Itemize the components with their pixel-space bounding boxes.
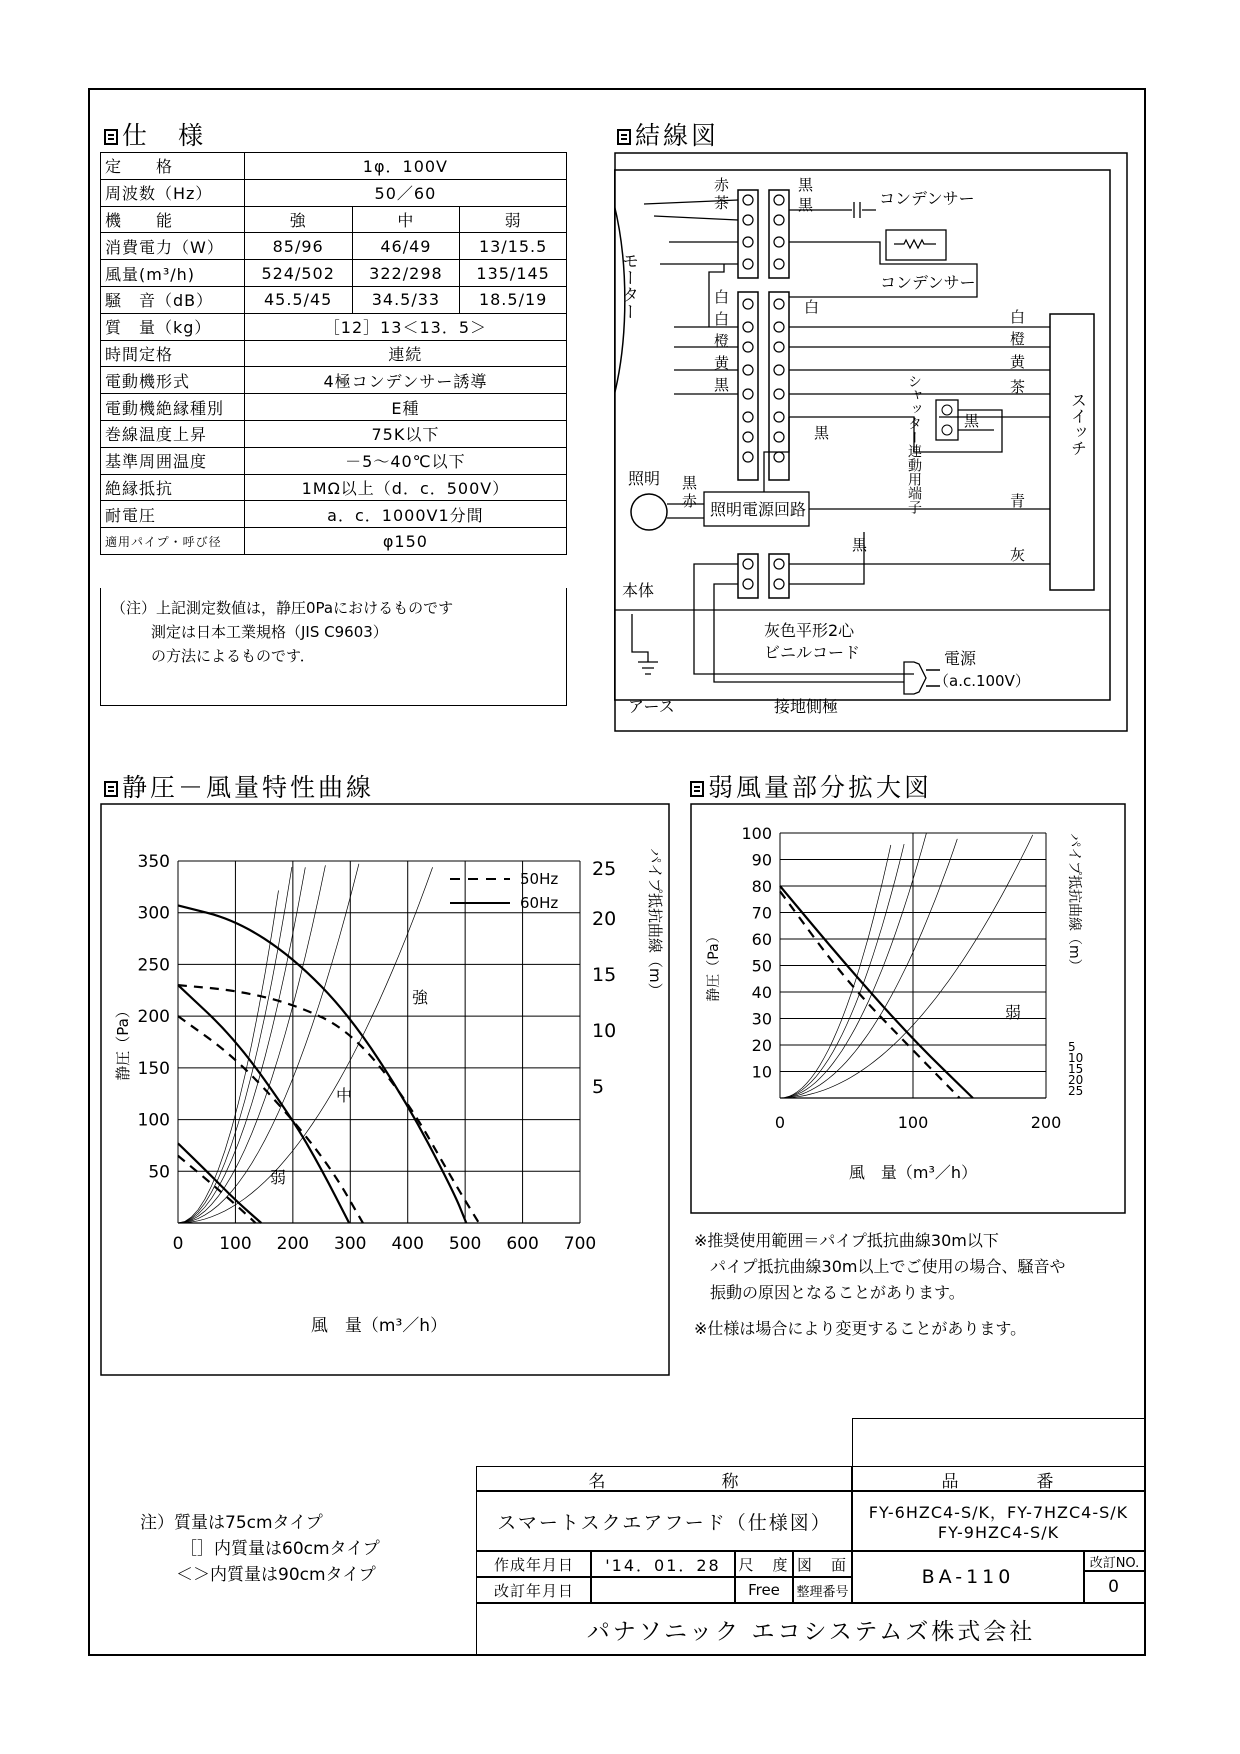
y-tick-label: 200: [137, 1007, 170, 1028]
wire-color-label: 青: [1010, 492, 1026, 510]
terminal-screw: [774, 322, 784, 332]
y-tick-label: 150: [137, 1058, 170, 1079]
revised-value: [590, 1576, 736, 1604]
terminal-block-upper: [738, 190, 789, 278]
wiring-diagram: [614, 152, 1128, 732]
terminal-screw: [774, 342, 784, 352]
revision-label: 改訂NO.: [1083, 1550, 1146, 1572]
x-tick-label: 200: [1030, 1113, 1062, 1132]
section-marker-icon: [104, 129, 118, 145]
wire-color-label: 赤: [714, 176, 730, 194]
terminal-screw: [743, 299, 753, 309]
wire-color-label: 橙: [1010, 330, 1026, 348]
usage-note-2: パイプ抵抗曲線30m以上でご使用の場合、騒音や: [710, 1257, 1066, 1276]
section-marker-icon: [104, 781, 118, 797]
spec-row: [101, 447, 567, 474]
terminal-screw: [743, 195, 753, 205]
model-line: FY-6HZC4-S/K，FY-7HZC4-S/K: [868, 1503, 1129, 1522]
wire-color-label: 橙: [714, 332, 730, 350]
terminal-screw: [774, 412, 784, 422]
y-tick-label: 90: [751, 850, 772, 870]
y-tick-label: 350: [137, 852, 170, 872]
x-axis-label: 風 量（m³／h）: [848, 1163, 978, 1182]
spec-row: [101, 394, 567, 421]
serial-label: 整理番号: [792, 1576, 853, 1604]
spec-value: 1φ．100V: [244, 153, 566, 180]
y2-tick-label: 20: [592, 908, 617, 930]
terminal-screw: [774, 365, 784, 375]
terminal-screw: [743, 342, 753, 352]
switch-label: スイッチ: [1068, 392, 1088, 456]
x-tick-label: 100: [897, 1113, 929, 1132]
spec-value: 135/145: [460, 260, 567, 287]
legend-label: 60Hz: [520, 894, 559, 912]
y-axis-label: 静圧（Pa）: [114, 1003, 132, 1081]
x-tick-label: 500: [448, 1234, 482, 1254]
spec-value: 1MΩ以上（d．c．500V）: [244, 474, 566, 501]
mass-note: 注）質量は75cmタイプ: [140, 1513, 323, 1533]
spec-value: 13/15.5: [460, 233, 567, 260]
spec-value: 18.5/19: [460, 286, 567, 313]
y-tick-label: 70: [751, 903, 772, 923]
model-header: 品 番: [851, 1466, 1146, 1492]
light-circuit-label: 照明電源回路: [710, 500, 807, 519]
spec-label: 基準周囲温度: [101, 447, 245, 474]
spec-label: 定 格: [101, 153, 245, 180]
y2-tick-label: 15: [1068, 1062, 1084, 1076]
wiring-section-title: 結線図: [617, 116, 719, 152]
y2-tick-label: 5: [1068, 1040, 1076, 1054]
wire-color-label: 黄: [714, 354, 730, 372]
curve-annotation: 中: [336, 1086, 353, 1105]
series-line-1: [780, 891, 960, 1098]
model-numbers: [851, 1490, 1146, 1552]
spec-value: 弱: [460, 206, 567, 233]
section-marker-icon: [690, 781, 704, 797]
wire-color-label: 白: [714, 310, 730, 328]
revision-value: 0: [1083, 1570, 1146, 1604]
terminal-screw: [743, 259, 753, 269]
wire-color-label: 灰: [1010, 546, 1026, 564]
earth-label: アース: [628, 697, 675, 716]
spec-value: 524/502: [244, 260, 352, 287]
product-name: スマートスクエアフード（仕様図）: [476, 1490, 853, 1552]
pipe-resistance-curve: [178, 890, 279, 1223]
terminal-screw: [774, 195, 784, 205]
y-tick-label: 300: [137, 903, 170, 924]
spec-value: ［12］13＜13．5＞: [244, 313, 566, 340]
terminal-screw: [743, 237, 753, 247]
terminal-screw: [774, 432, 784, 442]
y2-tick-label: 25: [592, 858, 617, 880]
spec-row: [101, 286, 567, 313]
spec-row: [101, 206, 567, 233]
y-tick-label: 20: [751, 1036, 772, 1055]
wire-color-label: 黒: [852, 536, 868, 554]
spec-value: 85/96: [244, 233, 352, 260]
terminal-screw: [774, 579, 784, 589]
terminal-screw: [774, 389, 784, 399]
scale-value: Free: [734, 1576, 794, 1604]
cord-label: 灰色平形2心: [764, 621, 855, 640]
wire-color-label: 黒: [798, 176, 814, 194]
condenser2-label: コンデンサー: [880, 273, 976, 292]
spec-section-title: 仕 様: [104, 116, 206, 152]
terminal-screw: [743, 579, 753, 589]
model-line-2: FY-9HZC4-S/K: [937, 1523, 1060, 1542]
terminal-screw: [743, 452, 753, 462]
pipe-resistance-curve: [178, 867, 305, 1223]
wire-color-label: 黒: [714, 376, 730, 394]
spec-row: [101, 340, 567, 367]
spec-row: [101, 179, 567, 206]
spec-value: 46/49: [352, 233, 460, 260]
spec-label: 電動機形式: [101, 367, 245, 394]
y-tick-label: 250: [137, 955, 170, 976]
x-tick-label: 400: [391, 1234, 424, 1254]
terminal-block-power: [738, 554, 758, 598]
y-tick-label: 10: [751, 1062, 772, 1082]
spec-value: 4極コンデンサー誘導: [244, 367, 566, 394]
spec-label: 時間定格: [101, 340, 245, 367]
spec-table: [100, 152, 567, 555]
spec-value: φ150: [244, 528, 566, 555]
wire-color-label: 黒: [798, 196, 814, 214]
y2-tick-label: 5: [592, 1076, 605, 1098]
spec-value: 322/298: [352, 260, 460, 287]
spec-value: 45.5/45: [244, 286, 352, 313]
scale-label: 尺 度: [734, 1550, 794, 1578]
series-line-0: [178, 905, 466, 1223]
terminal-screw: [774, 452, 784, 462]
terminal-screw: [774, 559, 784, 569]
x-tick-label: 200: [276, 1234, 310, 1254]
spec-value: 中: [352, 206, 460, 233]
spec-row: [101, 153, 567, 180]
y-tick-label: 50: [148, 1162, 170, 1183]
created-value: '14．01．28: [590, 1550, 736, 1578]
shutter-terminal: [936, 400, 958, 440]
y-tick-label: 30: [751, 1009, 772, 1029]
spec-row: [101, 233, 567, 260]
spec-label: 風量(m³/h): [101, 260, 245, 287]
spec-value: a．c．1000V1分間: [244, 501, 566, 528]
x-tick-label: 100: [219, 1234, 252, 1254]
power-label: 電源: [944, 649, 977, 668]
wire-color-label: 赤: [682, 492, 698, 510]
x-tick-label: 700: [563, 1234, 597, 1254]
wire-color-label: 茶: [714, 194, 730, 212]
y-tick-label: 50: [751, 956, 772, 976]
spec-row: [101, 474, 567, 501]
spec-value: 強: [244, 206, 352, 233]
spec-row: [101, 420, 567, 447]
low-flow-zoom-chart: [690, 803, 1126, 1214]
usage-note-3: 振動の原因となることがあります。: [710, 1283, 965, 1302]
drawing-label: 図 面: [792, 1550, 853, 1578]
wire-color-label: 黒: [814, 424, 830, 442]
series-line-4: [178, 1143, 261, 1223]
ground-pole-label: 接地側極: [774, 697, 839, 716]
spec-value: 50／60: [244, 179, 566, 206]
x-axis-label: 風 量（m³／h）: [310, 1316, 448, 1336]
drawing-number: BA-110: [851, 1550, 1085, 1604]
y2-axis-label: パイプ抵抗曲線（m）: [1066, 833, 1082, 973]
created-label: 作成年月日: [476, 1550, 592, 1578]
y2-tick-label: 10: [1068, 1051, 1084, 1065]
spec-label: 騒 音（dB）: [101, 286, 245, 313]
legend-label: 50Hz: [520, 870, 559, 888]
spec-note-line: 測定は日本工業規格（JIS C9603）: [151, 623, 388, 641]
cord-label-2: ビニルコード: [764, 643, 861, 662]
power-voltage-label: （a.c.100V）: [934, 672, 1030, 690]
light-label: 照明: [628, 469, 661, 488]
spec-value: 連続: [244, 340, 566, 367]
terminal-screw: [774, 259, 784, 269]
terminal-screw: [774, 237, 784, 247]
wire-color-label: 茶: [1010, 378, 1026, 396]
terminal-screw: [743, 365, 753, 375]
spec-value: 75K以下: [244, 420, 566, 447]
terminal-screw: [774, 215, 784, 225]
revised-label: 改訂年月日: [476, 1576, 592, 1604]
spec-label: 耐電圧: [101, 501, 245, 528]
terminal-screw: [774, 299, 784, 309]
spec-label: 電動機絶縁種別: [101, 394, 245, 421]
spec-value: E種: [244, 394, 566, 421]
spec-change-note: ※仕様は場合により変更することがあります。: [694, 1319, 1027, 1338]
power-plug-icon: [904, 662, 926, 694]
spec-row: [101, 313, 567, 340]
y2-axis-label: パイプ抵抗曲線（m）: [646, 848, 664, 998]
spec-note-line: の方法によるものです．: [151, 647, 315, 665]
terminal-screw: [743, 412, 753, 422]
earth-icon: [614, 610, 1110, 674]
pipe-resistance-curve: [780, 844, 904, 1098]
motor-label: モーター: [618, 252, 638, 320]
x-tick-label: 0: [774, 1113, 786, 1132]
spec-value: 34.5/33: [352, 286, 460, 313]
spec-label: 絶縁抵抗: [101, 474, 245, 501]
spec-label: 消費電力（W）: [101, 233, 245, 260]
spec-row: [101, 528, 567, 555]
curve-annotation: 弱: [1005, 1003, 1022, 1022]
spec-label: 機 能: [101, 206, 245, 233]
spec-note: [100, 588, 567, 706]
curve-section-title: 静圧－風量特性曲線: [104, 768, 374, 804]
x-tick-label: 300: [334, 1234, 367, 1254]
zoom-section-title: 弱風量部分拡大図: [690, 768, 932, 804]
light-lamp: [631, 494, 667, 530]
wire-color-label: 黄: [1010, 353, 1026, 371]
y2-tick-label: 25: [1068, 1084, 1084, 1098]
y2-tick-label: 10: [592, 1020, 617, 1042]
curve-annotation: 強: [412, 988, 429, 1007]
wire-color-label: 白: [714, 288, 730, 306]
series-line-5: [178, 1156, 256, 1223]
x-tick-label: 0: [172, 1234, 184, 1254]
y-tick-label: 80: [751, 877, 772, 896]
mass-note-2: ［］内質量は60cmタイプ: [180, 1539, 380, 1559]
wire-color-label: 黒: [964, 412, 980, 430]
wire-color-label: 白: [804, 298, 820, 316]
condenser1-label: コンデンサー: [879, 189, 975, 208]
static-pressure-chart: [100, 803, 670, 1376]
section-marker-icon: [617, 129, 631, 145]
y-tick-label: 60: [751, 930, 772, 949]
terminal-screw: [743, 432, 753, 442]
mass-note-3: ＜＞内質量は90cmタイプ: [176, 1565, 376, 1585]
wire-color-label: 白: [1010, 308, 1026, 326]
spec-label: 巻線温度上昇: [101, 420, 245, 447]
company-name: パナソニック エコシステムズ株式会社: [476, 1602, 1146, 1656]
title-block-blank: [852, 1418, 1146, 1466]
y-tick-label: 100: [741, 824, 772, 843]
terminal-screw: [743, 559, 753, 569]
usage-note: ※推奨使用範囲＝パイプ抵抗曲線30m以下: [694, 1231, 999, 1250]
terminal-screw: [743, 389, 753, 399]
terminal-screw: [743, 215, 753, 225]
y2-tick-label: 20: [1068, 1073, 1084, 1087]
spec-row: [101, 260, 567, 287]
y-tick-label: 100: [137, 1110, 170, 1131]
y2-tick-label: 15: [592, 964, 617, 986]
spec-note-line: （注）上記測定数値は，静圧0Paにおけるものです: [111, 599, 454, 617]
terminal-screw: [743, 322, 753, 332]
wire-color-label: 黒: [682, 474, 698, 492]
body-label: 本体: [622, 581, 655, 600]
spec-row: [101, 501, 567, 528]
shutter-label: シャッター連動用端子: [906, 374, 922, 514]
spec-label: 適用パイプ・呼び径: [101, 528, 245, 555]
spec-value: －5～40℃以下: [244, 447, 566, 474]
name-header: 名 称: [476, 1466, 853, 1492]
spec-label: 質 量（kg）: [101, 313, 245, 340]
x-tick-label: 600: [506, 1234, 539, 1254]
spec-row: [101, 367, 567, 394]
spec-label: 周波数（Hz）: [101, 179, 245, 206]
y-tick-label: 40: [751, 983, 772, 1002]
y-axis-label: 静圧（Pa）: [706, 929, 722, 1002]
curve-annotation: 弱: [270, 1168, 287, 1187]
